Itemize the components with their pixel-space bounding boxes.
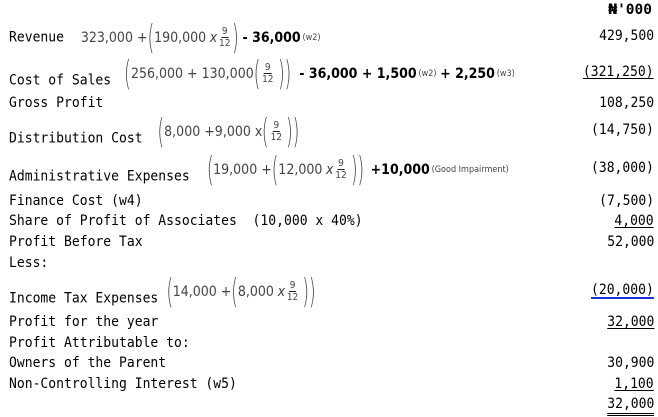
- working-ref: (w2): [302, 32, 321, 43]
- fraction-denominator: 12: [219, 38, 231, 49]
- cost-of-sales-row: [9, 53, 658, 94]
- fraction-denominator: 12: [335, 170, 347, 181]
- admin-label: Administrative Expenses: [9, 168, 190, 185]
- fraction: [271, 120, 282, 143]
- owners-amount: 30,900: [606, 355, 654, 371]
- tax-row: [9, 271, 658, 312]
- fraction-denominator: 12: [262, 74, 274, 85]
- working-ref: (w2): [418, 68, 437, 79]
- distribution-formula: [157, 111, 303, 152]
- times-sign: x: [209, 29, 218, 46]
- fraction: [335, 158, 346, 181]
- pbt-row: [9, 232, 658, 252]
- nci-row: [9, 374, 658, 394]
- pbt-amount: 52,000: [606, 234, 654, 250]
- close-paren: )): [286, 111, 300, 152]
- associates-label: Share of Profit of Associates (10,000 x 40%): [9, 213, 363, 229]
- admin-row: [9, 149, 658, 190]
- revenue-formula-part2: 190,000: [154, 29, 207, 46]
- close-paren: )): [302, 271, 316, 312]
- revenue-formula-part1: 323,000 +: [80, 29, 148, 46]
- close-paren: )): [351, 149, 365, 190]
- fraction-denominator: 12: [270, 132, 283, 143]
- revenue-row: [9, 17, 658, 58]
- finance-amount: (7,500): [599, 193, 654, 209]
- open-paren: (: [124, 53, 131, 94]
- revenue-formula: [80, 17, 324, 58]
- open-paren: (: [157, 111, 165, 152]
- gross-profit-label: Gross Profit: [9, 95, 104, 111]
- pfy-label: Profit for the year: [9, 314, 159, 330]
- revenue-amount: 429,500: [599, 28, 654, 44]
- open-paren: (: [253, 53, 261, 94]
- fraction: [219, 26, 230, 49]
- revenue-line: [9, 17, 324, 58]
- pfy-row: [9, 312, 658, 332]
- tax-line: [9, 271, 319, 312]
- distribution-row: [9, 111, 658, 152]
- fraction-numerator: 9: [338, 158, 344, 169]
- open-paren: (: [262, 111, 269, 152]
- total-row: [9, 395, 658, 415]
- cost-of-sales-amount: (321,250): [583, 64, 654, 80]
- distribution-line: [9, 111, 302, 152]
- tax-formula: [166, 271, 318, 312]
- fraction: [287, 280, 298, 303]
- open-paren: (: [147, 17, 155, 58]
- cost-of-sales-formula-part1: 256,000 + 130,000: [130, 65, 254, 82]
- nci-amount: 1,100: [614, 376, 654, 392]
- distribution-formula-part1: 8,000 +9,000 x: [164, 123, 263, 140]
- fraction: [262, 62, 273, 85]
- admin-formula: [206, 149, 513, 190]
- working-ref: (w3): [496, 68, 515, 79]
- open-paren: (: [231, 271, 238, 312]
- cost-of-sales-formula: [124, 53, 518, 94]
- fraction-numerator: 9: [273, 120, 280, 131]
- pbt-label: Profit Before Tax: [9, 234, 143, 250]
- cost-of-sales-label: Cost of Sales: [9, 72, 112, 89]
- distribution-amount: (14,750): [591, 122, 654, 138]
- fraction-denominator: 12: [286, 292, 299, 303]
- tax-amount: (20,000): [591, 282, 654, 298]
- cost-of-sales-formula-part2: - 36,000 + 1,500: [299, 65, 417, 82]
- revenue-formula-part3: - 36,000: [242, 29, 301, 46]
- times-sign: x: [277, 283, 286, 300]
- pfy-amount: 32,000: [606, 314, 654, 330]
- tax-label: Income Tax Expenses: [9, 290, 159, 307]
- times-sign: x: [326, 161, 334, 178]
- open-paren: (: [206, 149, 214, 190]
- tax-formula-part1: 14,000 +: [172, 283, 232, 300]
- finance-label: Finance Cost (w4): [9, 193, 143, 209]
- close-paren: ): [232, 17, 239, 58]
- admin-formula-part3: +10,000: [370, 161, 430, 178]
- owners-label: Owners of the Parent: [9, 355, 167, 371]
- attr-row: [9, 333, 658, 353]
- gross-profit-amount: 108,250: [599, 95, 654, 111]
- less-label: Less:: [9, 255, 49, 271]
- distribution-label: Distribution Cost: [9, 130, 143, 147]
- open-paren: (: [271, 149, 279, 190]
- tax-formula-part2: 8,000: [237, 283, 274, 300]
- total-amount: 32,000: [607, 395, 654, 416]
- admin-amount: (38,000): [591, 160, 654, 176]
- close-paren: )): [278, 53, 292, 94]
- nci-label: Non-Controlling Interest (w5): [9, 376, 237, 392]
- associates-row: [9, 211, 658, 231]
- fraction-numerator: 9: [221, 26, 228, 37]
- admin-line: [9, 149, 512, 190]
- associates-amount: 4,000: [614, 213, 654, 229]
- currency-header: ₦'000: [608, 2, 652, 18]
- fraction-numerator: 9: [289, 280, 296, 291]
- less-row: [9, 253, 658, 273]
- cost-of-sales-formula-part3: + 2,250: [440, 65, 495, 82]
- working-ref: (Good Impairment): [431, 164, 509, 175]
- admin-formula-part1: 19,000 +: [213, 161, 272, 178]
- cost-of-sales-line: [9, 53, 518, 94]
- open-paren: (: [166, 271, 173, 312]
- admin-formula-part2: 12,000: [278, 161, 323, 178]
- revenue-label: Revenue: [9, 29, 64, 46]
- gross-profit-row: [9, 93, 658, 113]
- fraction-numerator: 9: [264, 62, 271, 73]
- owners-row: [9, 353, 658, 373]
- attr-label: Profit Attributable to:: [9, 335, 190, 351]
- finance-row: [9, 191, 658, 211]
